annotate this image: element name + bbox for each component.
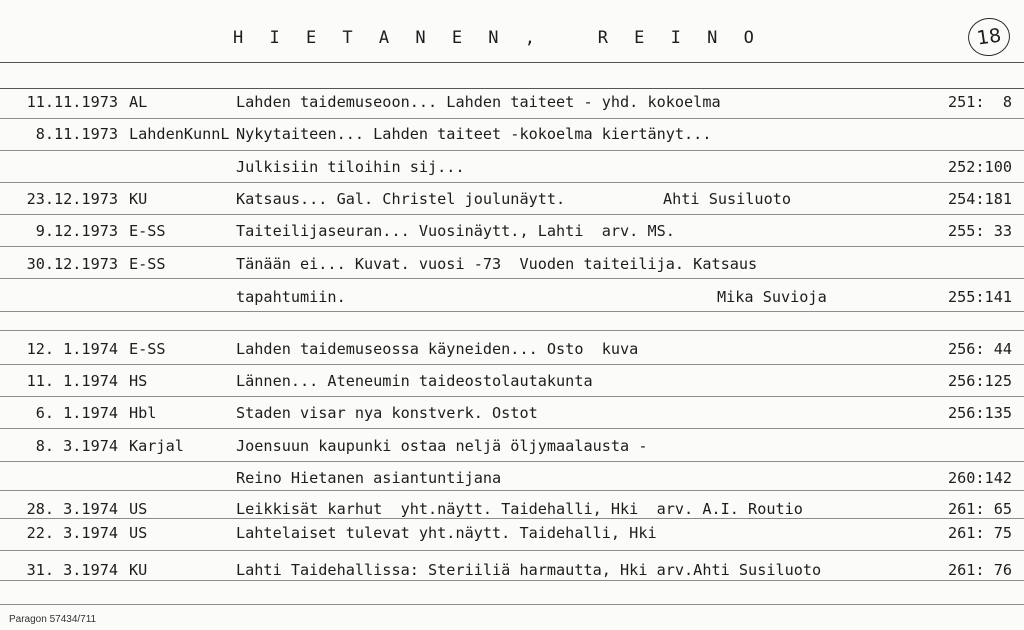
entry-row bbox=[0, 288, 1024, 310]
entry-row bbox=[0, 524, 1024, 546]
entry-text: Reino Hietanen asiantuntijana bbox=[236, 469, 502, 487]
entry-date: 22. 3.1974 bbox=[26, 524, 118, 542]
ruled-line bbox=[0, 461, 1024, 462]
entry-text: Nykytaiteen... Lahden taiteet -kokoelma kiertänyt... bbox=[236, 125, 712, 143]
entry-reference: 261: 76 bbox=[947, 561, 1012, 579]
entry-text: Leikkisät karhut yht.näytt. Taidehalli, Hki arv. A.I. Routio bbox=[236, 500, 803, 518]
entry-text: Lahden taidemuseoon... Lahden taiteet - yhd. kokoelma bbox=[236, 93, 721, 111]
entry-text: Katsaus... Gal. Christel joulunäytt. bbox=[236, 190, 566, 208]
ruled-line bbox=[0, 396, 1024, 397]
entry-text: tapahtumiin. bbox=[236, 288, 346, 306]
entry-row bbox=[0, 437, 1024, 459]
entry-text: Taiteilijaseuran... Vuosinäytt., Lahti arv. MS. bbox=[236, 222, 675, 240]
entry-reference: 252:100 bbox=[947, 158, 1012, 176]
entry-text: Lahti Taidehallissa: Steriiliä harmautta, Hki arv.Ahti Susiluoto bbox=[236, 561, 822, 579]
entry-source: LahdenKunnL bbox=[129, 125, 230, 143]
entry-reference: 255: 33 bbox=[947, 222, 1012, 240]
entry-date: 6. 1.1974 bbox=[35, 404, 118, 422]
entry-source: AL bbox=[129, 93, 148, 111]
ruled-line bbox=[0, 214, 1024, 215]
entry-date: 31. 3.1974 bbox=[26, 561, 118, 579]
entry-source: US bbox=[129, 500, 148, 518]
entry-row bbox=[0, 561, 1024, 583]
card-print-label: Paragon 57434/711 bbox=[9, 614, 97, 625]
entry-source: E-SS bbox=[129, 222, 166, 240]
entry-row bbox=[0, 340, 1024, 362]
entry-text: Lännen... Ateneumin taideostolautakunta bbox=[236, 372, 593, 390]
entry-reference: 260:142 bbox=[947, 469, 1012, 487]
entry-row bbox=[0, 93, 1024, 115]
ruled-line bbox=[0, 150, 1024, 151]
entry-author: Ahti Susiluoto bbox=[663, 190, 792, 208]
entry-reference: 256:135 bbox=[947, 404, 1012, 422]
divider bbox=[0, 62, 1024, 63]
entry-source: KU bbox=[129, 190, 148, 208]
card-number: 18 bbox=[975, 24, 1003, 50]
entry-row bbox=[0, 372, 1024, 394]
ruled-line bbox=[0, 182, 1024, 183]
entry-reference: 256: 44 bbox=[947, 340, 1012, 358]
entry-reference: 261: 75 bbox=[947, 524, 1012, 542]
ruled-line bbox=[0, 364, 1024, 365]
entry-source: HS bbox=[129, 372, 148, 390]
entry-date: 11.11.1973 bbox=[26, 93, 118, 111]
entry-reference: 255:141 bbox=[947, 288, 1012, 306]
entry-date: 8.11.1973 bbox=[35, 125, 118, 143]
entry-reference: 251: 8 bbox=[947, 93, 1012, 111]
entry-date: 30.12.1973 bbox=[26, 255, 118, 273]
entry-row bbox=[0, 190, 1024, 212]
entry-row bbox=[0, 404, 1024, 426]
ruled-line bbox=[0, 246, 1024, 247]
ruled-line bbox=[0, 311, 1024, 312]
entry-source: Karjal bbox=[129, 437, 184, 455]
entry-text: Staden visar nya konstverk. Ostot bbox=[236, 404, 538, 422]
entry-date: 9.12.1973 bbox=[35, 222, 118, 240]
ruled-line bbox=[0, 278, 1024, 279]
ruled-line bbox=[0, 550, 1024, 551]
entry-row bbox=[0, 500, 1024, 522]
entry-source: E-SS bbox=[129, 340, 166, 358]
entry-date: 8. 3.1974 bbox=[35, 437, 118, 455]
entry-row bbox=[0, 158, 1024, 180]
entry-source: US bbox=[129, 524, 148, 542]
card-number-circle bbox=[966, 15, 1013, 58]
entry-text: Lahden taidemuseossa käyneiden... Osto kuva bbox=[236, 340, 639, 358]
entry-text: Tänään ei... Kuvat. vuosi -73 Vuoden taiteilija. Katsaus bbox=[236, 255, 758, 273]
entry-row bbox=[0, 125, 1024, 147]
entry-reference: 261: 65 bbox=[947, 500, 1012, 518]
entry-text: Lahtelaiset tulevat yht.näytt. Taidehalli, Hki bbox=[236, 524, 657, 542]
ruled-line bbox=[0, 604, 1024, 605]
card-title: H I E T A N E N , R E I N O bbox=[233, 28, 762, 48]
entry-date: 23.12.1973 bbox=[26, 190, 118, 208]
entry-reference: 256:125 bbox=[947, 372, 1012, 390]
entry-row bbox=[0, 469, 1024, 491]
ruled-line bbox=[0, 118, 1024, 119]
entry-source: Hbl bbox=[129, 404, 157, 422]
entry-row bbox=[0, 222, 1024, 244]
entry-reference: 254:181 bbox=[947, 190, 1012, 208]
ruled-line bbox=[0, 330, 1024, 331]
entry-source: E-SS bbox=[129, 255, 166, 273]
entry-text: Julkisiin tiloihin sij... bbox=[236, 158, 465, 176]
entry-author: Mika Suvioja bbox=[717, 288, 827, 306]
entry-row bbox=[0, 255, 1024, 277]
entry-source: KU bbox=[129, 561, 148, 579]
divider bbox=[0, 88, 1024, 89]
entry-date: 12. 1.1974 bbox=[26, 340, 118, 358]
ruled-line bbox=[0, 428, 1024, 429]
entry-text: Joensuun kaupunki ostaa neljä öljymaalausta - bbox=[236, 437, 648, 455]
entry-date: 28. 3.1974 bbox=[26, 500, 118, 518]
entry-date: 11. 1.1974 bbox=[26, 372, 118, 390]
